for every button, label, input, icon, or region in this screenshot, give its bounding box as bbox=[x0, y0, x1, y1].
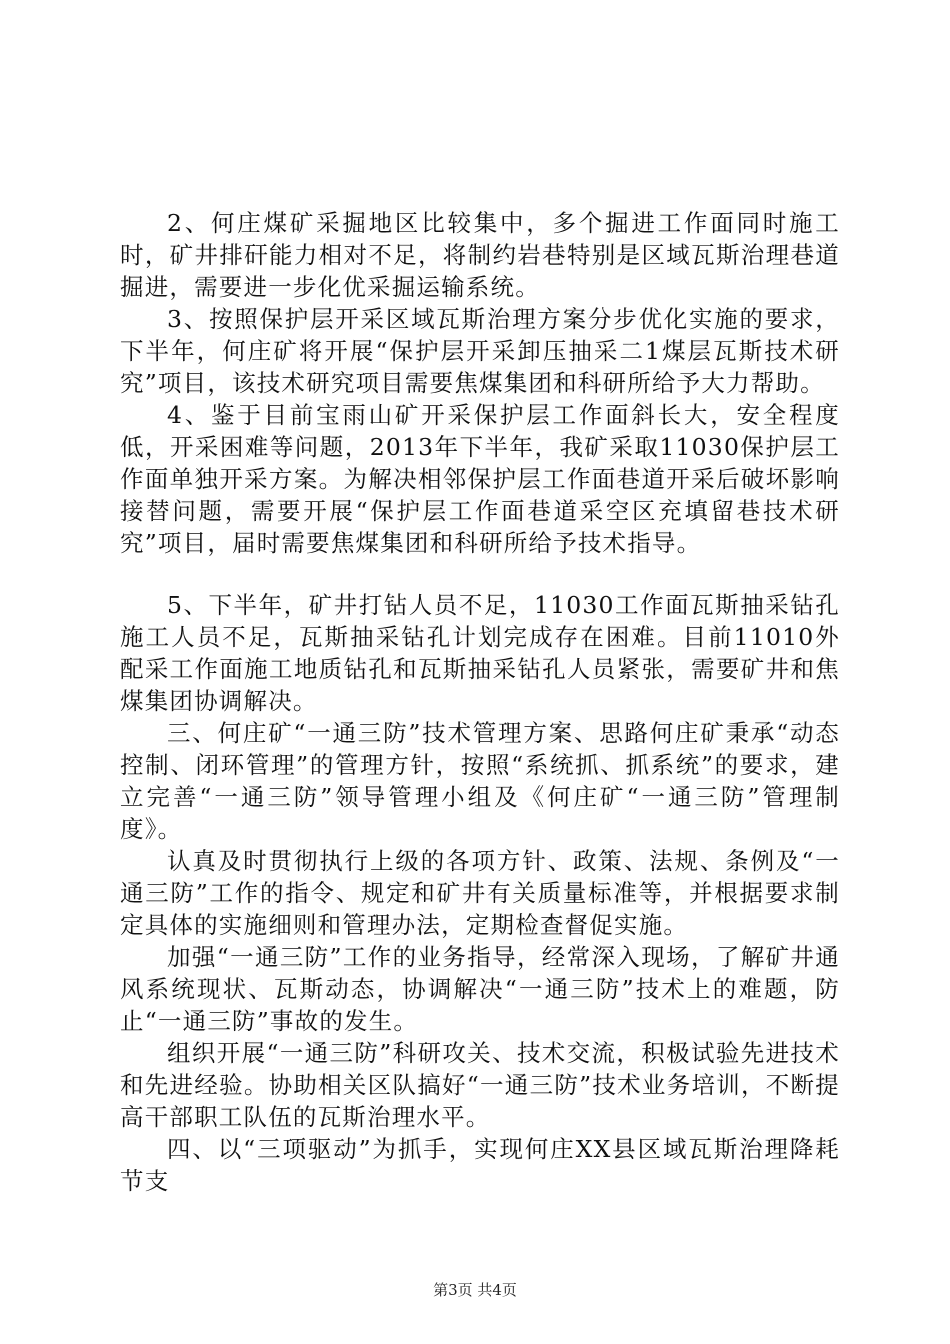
paragraph-item-5: 5、下半年，矿井打钻人员不足，11030工作面瓦斯抽采钻孔施工人员不足，瓦斯抽采钻孔计划完成存在困难。目前11010外配采工作面施工地质钻孔和瓦斯抽采钻孔人员紧张，需要矿井和焦煤集团协调解决。 bbox=[120, 591, 840, 715]
paragraph-research-training: 组织开展“一通三防”科研攻关、技术交流，积极试验先进技术和先进经验。协助相关区队搞好“一通三防”技术业务培训，不断提高干部职工队伍的瓦斯治理水平。 bbox=[120, 1039, 840, 1131]
section-three-heading-paragraph: 三、何庄矿“一通三防”技术管理方案、思路何庄矿秉承“动态控制、闭环管理”的管理方针，按照“系统抓、抓系统”的要求，建立完善“一通三防”领导管理小组及《何庄矿“一通三防”管理制度》。 bbox=[120, 719, 840, 843]
paragraph-implement-policies: 认真及时贯彻执行上级的各项方针、政策、法规、条例及“一通三防”工作的指令、规定和矿井有关质量标准等，并根据要求制定具体的实施细则和管理办法，定期检查督促实施。 bbox=[120, 847, 840, 939]
paragraph-item-3: 3、按照保护层开采区域瓦斯治理方案分步优化实施的要求，下半年，何庄矿将开展“保护层开采卸压抽采二1煤层瓦斯技术研究”项目，该技术研究项目需要焦煤集团和科研所给予大力帮助。 bbox=[120, 305, 840, 397]
section-four-heading: 四、以“三项驱动”为抓手，实现何庄XX县区域瓦斯治理降耗节支 bbox=[120, 1135, 840, 1195]
document-body bbox=[120, 207, 840, 1197]
paragraph-item-4: 4、鉴于目前宝雨山矿开采保护层工作面斜长大，安全程度低，开采困难等问题，2013年下半年，我矿采取11030保护层工作面单独开采方案。为解决相邻保护层工作面巷道开采后破坏影响接替问题，需要开展“保护层工作面巷道采空区充填留巷技术研究”项目，届时需要焦煤集团和科研所给予技术指导。 bbox=[120, 401, 840, 557]
paragraph-item-2: 2、何庄煤矿采掘地区比较集中，多个掘进工作面同时施工时，矿井排矸能力相对不足，将制约岩巷特别是区域瓦斯治理巷道掘进，需要进一步化优采掘运输系统。 bbox=[120, 209, 840, 301]
page-number-footer: 第3页 共4页 bbox=[433, 1281, 517, 1299]
paragraph-strengthen-guidance: 加强“一通三防”工作的业务指导，经常深入现场，了解矿井通风系统现状、瓦斯动态，协调解决“一通三防”技术上的难题，防止“一通三防”事故的发生。 bbox=[120, 943, 840, 1035]
